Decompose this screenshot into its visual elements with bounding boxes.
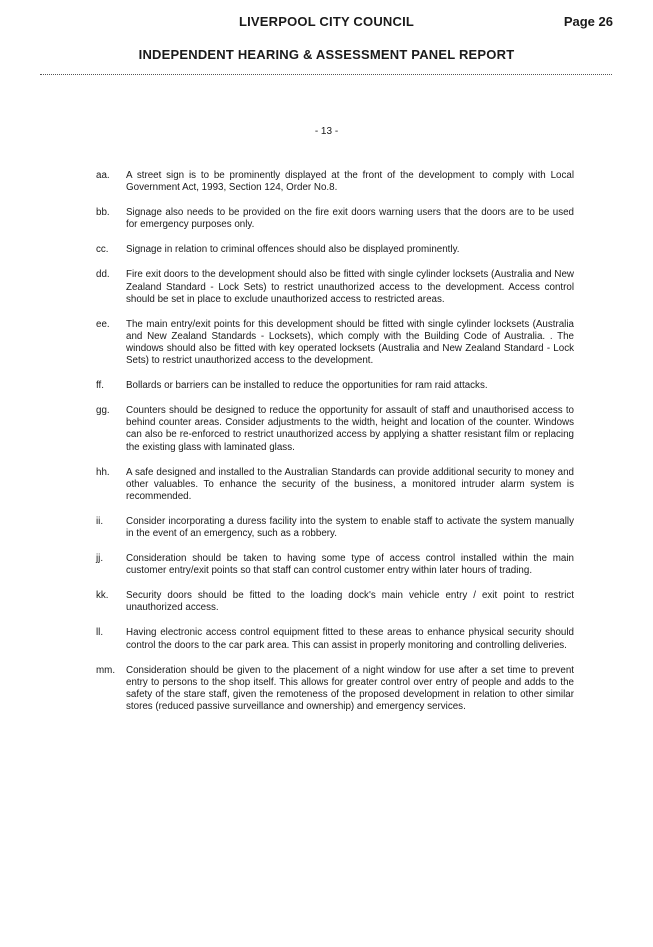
- item-text: Signage also needs to be provided on the fire exit doors warning users that the doors are to be used for emergency purposes only.: [126, 207, 574, 231]
- council-name: LIVERPOOL CITY COUNCIL: [238, 14, 415, 29]
- item-label: dd.: [96, 269, 110, 281]
- item-text: A street sign is to be prominently displayed at the front of the development to comply with Local Government Act, 1993, Section 124, Order No.8.: [126, 170, 574, 194]
- page-number: Page 26: [563, 14, 613, 29]
- list-item: [96, 380, 574, 392]
- item-label: ll.: [96, 627, 104, 639]
- item-label: aa.: [96, 170, 110, 181]
- item-label: ee.: [96, 318, 110, 330]
- item-text: Fire exit doors to the development should also be fitted with single cylinder locksets (Australia and New Zealand Standard - Lock Sets) to restrict unauthorized access to the development. Access control should be set in place to exclude unauthorized access to restricted areas.: [126, 269, 574, 305]
- conditions-list: [96, 170, 574, 726]
- document-page-number: - 13 -: [314, 126, 339, 137]
- item-label: ff.: [96, 380, 104, 392]
- item-text: Consider incorporating a duress facility into the system to enable staff to activate the system manually in the event of an emergency, such as a robbery.: [126, 515, 574, 539]
- list-item: [96, 244, 574, 256]
- list-item: [96, 207, 574, 231]
- item-label: ii.: [96, 515, 104, 527]
- item-label: gg.: [96, 405, 110, 417]
- item-text: Signage in relation to criminal offences should also be displayed prominently.: [126, 244, 460, 256]
- list-item: [96, 467, 574, 503]
- item-label: mm.: [96, 664, 116, 676]
- report-title: INDEPENDENT HEARING & ASSESSMENT PANEL REPORT: [138, 47, 515, 62]
- item-text: Bollards or barriers can be installed to reduce the opportunities for ram raid attacks.: [126, 380, 488, 392]
- list-item: [96, 170, 574, 194]
- list-item: [96, 627, 574, 651]
- item-label: kk.: [96, 590, 109, 602]
- list-item: [96, 269, 574, 305]
- item-text: Consideration should be given to the placement of a night window for use after a set time to prevent entry to persons to the shop itself. This allows for greater control over entry of people and adds to the safety of the stare staff, given the remoteness of the proposed development in relation to other similar stores (reduced passive surveillance and ownership) and emergency services.: [126, 664, 574, 712]
- list-item: [96, 553, 574, 577]
- list-item: [96, 665, 574, 713]
- header-divider: [40, 74, 612, 75]
- item-text: Security doors should be fitted to the loading dock's main vehicle entry / exit point to restrict unauthorized access.: [126, 590, 574, 614]
- item-label: cc.: [96, 244, 109, 256]
- list-item: [96, 405, 574, 453]
- item-text: Consideration should be taken to having some type of access control installed within the main customer entry/exit points so that staff can control customer entry within later hours of trading.: [126, 553, 574, 577]
- list-item: [96, 590, 574, 614]
- item-text: The main entry/exit points for this development should be fitted with single cylinder locksets (Australia and New Zealand Standards - Locksets), which comply with the Building Code of Australia. . The windows should also be fitted with key operated locksets (Australia and New Zealand Standard - Lock Sets) to restrict unauthorized access to the development.: [126, 318, 574, 367]
- item-label: hh.: [96, 466, 110, 478]
- item-text: Having electronic access control equipment fitted to these areas to enhance physical security should control the doors to the car park area. This can assist in properly monitoring and controlling deliveries.: [126, 627, 574, 651]
- list-item: [96, 319, 574, 367]
- item-label: bb.: [96, 207, 110, 219]
- item-label: jj.: [96, 553, 104, 565]
- list-item: [96, 516, 574, 540]
- item-text: Counters should be designed to reduce the opportunity for assault of staff and unauthorised access to behind counter areas. Consider adjustments to the width, height and location of the counter. Windows can also be re-enforced to restrict unauthorized access by applying a shatter resistant film or replacing the existing glass with laminated glass.: [126, 405, 574, 453]
- item-text: A safe designed and installed to the Australian Standards can provide additional security to money and other valuables. To enhance the security of the business, a monitored intruder alarm system is recommended.: [126, 466, 574, 502]
